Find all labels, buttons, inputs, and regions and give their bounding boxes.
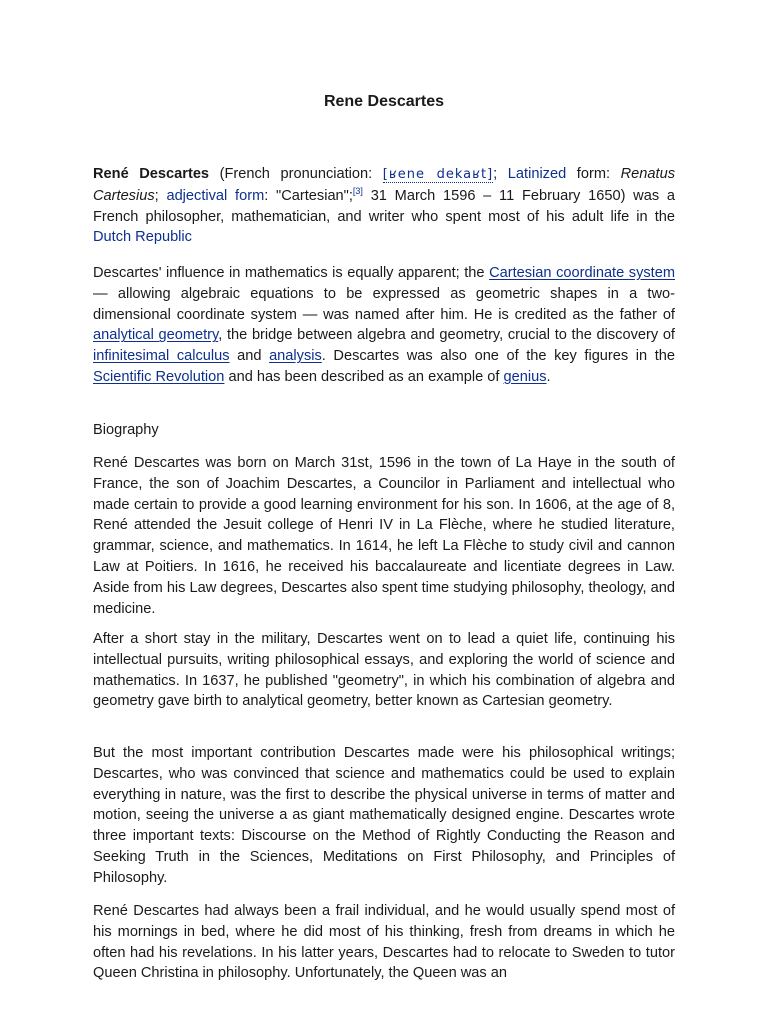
reference-link[interactable]: [3] <box>352 185 363 196</box>
influence-paragraph: Descartes' influence in mathematics is equally apparent; the Cartesian coordinate system — allowing algebraic equations to be expressed as geometric shapes in a two-dimensional coordinate system — was named after him. He is credited as the father of analytical geometry, the bridge between algebra and geometry, crucial to the discovery of infinitesimal calculus and analysis. Descartes was also one of the key figures in the Scientific Revolution and has been described as an example of genius. <box>93 265 675 385</box>
biography-heading: Biography <box>93 422 159 438</box>
intro-paragraph: René Descartes (French pronunciation: [ʁene dekaʁt]; Latinized form: Renatus Cartesius; adjectival form: "Cartesian";[3] 31 March 1596 – 11 February 1650) was a French philosopher, mathematician, and writer who spent most of his adult life in the Dutch Republic <box>93 166 675 246</box>
biography-paragraph-2: After a short stay in the military, Descartes went on to lead a quiet life, continuing his intellectual pursuits, writing philosophical essays, and exploring the world of science and mathematics. In 1637, he published "geometry", in which his combination of algebra and geometry gave birth to analytical geometry, better known as Cartesian geometry. <box>93 631 675 710</box>
biography-paragraph-3: But the most important contribution Descartes made were his philosophical writings; Descartes, who was convinced that science and mathematics could be used to explain everything in nature, was the first to describe the physical universe in terms of matter and motion, seeing the universe a as giant mathematically designed engine. Descartes wrote three important texts: Discourse on the Method of Rightly Conducting the Reason and Seeking Truth in the Sciences, Meditations on First Philosophy, and Principles of Philosophy. <box>93 745 675 886</box>
biography-paragraph-1: René Descartes was born on March 31st, 1596 in the town of La Haye in the south of France, the son of Joachim Descartes, a Councilor in Parliament and intellectual who made certain to provide a good learning environment for his son. In 1606, at the age of 8, René attended the Jesuit college of Henri IV in La Flèche, where he studied literature, grammar, science, and mathematics. In 1614, he left La Flèche to study civil and cannon Law at Poitiers. In 1616, he received his baccalaureate and licentiate degrees in Law. Aside from his Law degrees, Descartes also spent time studying philosophy, theology, and medicine. <box>93 455 675 617</box>
ipa-pronunciation-link[interactable]: [ʁene dekaʁt] <box>382 167 494 182</box>
latin-name: Renatus Cartesius <box>93 166 675 204</box>
latinized-link[interactable]: Latinized <box>507 166 567 182</box>
genius-link[interactable]: genius <box>503 368 547 385</box>
cartesian-coordinate-system-link[interactable]: Cartesian coordinate system <box>489 265 675 281</box>
analysis-link[interactable]: analysis <box>269 348 322 365</box>
analytical-geometry-link[interactable]: analytical geometry <box>93 327 219 344</box>
infinitesimal-calculus-link[interactable]: infinitesimal calculus <box>93 348 230 365</box>
adjectival-form-link[interactable]: adjectival form <box>166 187 265 204</box>
biography-paragraph-4: René Descartes had always been a frail individual, and he would usually spend most of his mornings in bed, where he did most of his thinking, fresh from dreams in which he often had his revelations. In his latter years, Descartes had to relocate to Sweden to tutor Queen Christina in philosophy. Unfortunately, the Queen was an <box>93 903 675 982</box>
scientific-revolution-link[interactable]: Scientific Revolution <box>93 368 225 385</box>
subject-name: René Descartes <box>93 166 210 182</box>
dutch-republic-link[interactable]: Dutch Republic <box>93 229 192 246</box>
page-title: Rene Descartes <box>323 93 445 110</box>
